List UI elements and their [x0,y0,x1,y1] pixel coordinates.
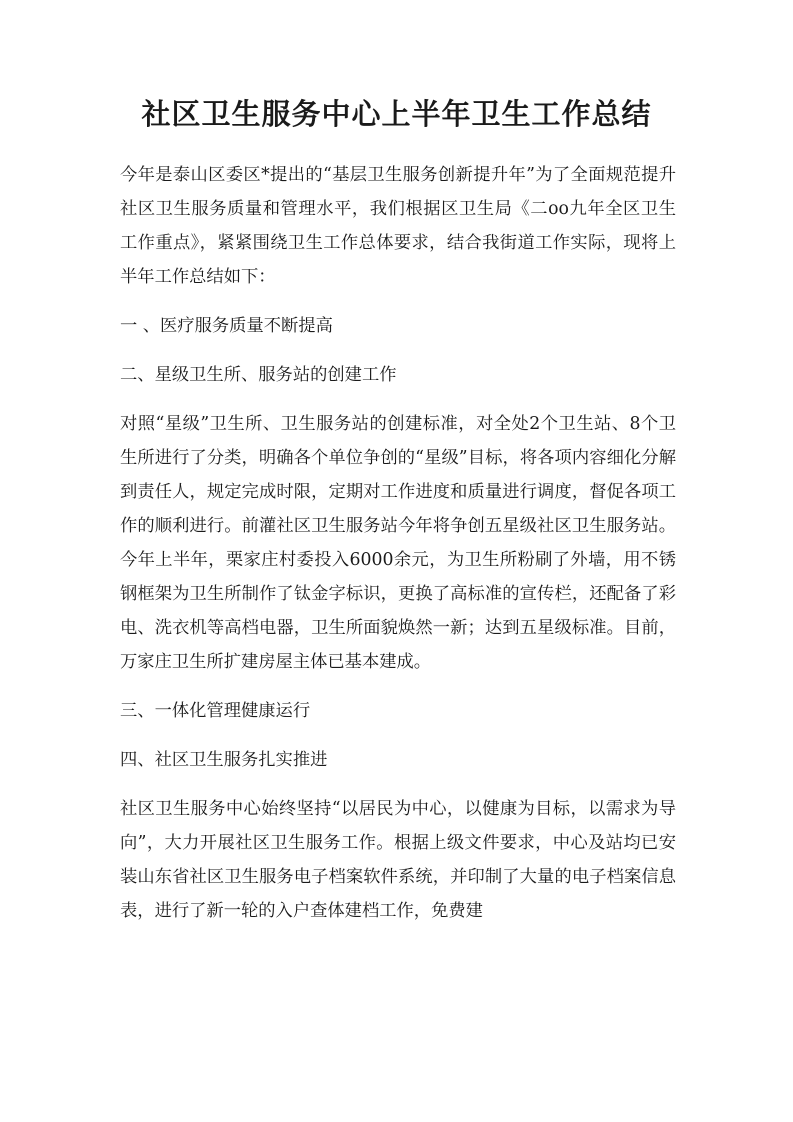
document-body [120,158,676,943]
section-4-paragraph: 社区卫生服务中心始终坚持“以居民为中心，以健康为目标，以需求为导向”，大力开展社区卫生服务工作。根据上级文件要求，中心及站均已安装山东省社区卫生服务电子档案软件系统，并印制了大量的电子档案信息表，进行了新一轮的入户查体建档工作，免费建 [120,799,676,921]
section-3-heading: 三、一体化管理健康运行 [120,701,311,721]
section-1-heading: 一 、医疗服务质量不断提高 [120,316,333,336]
section-2-heading: 二、星级卫生所、服务站的创建工作 [120,365,397,385]
section-2-paragraph: 对照“星级”卫生所、卫生服务站的创建标准，对全处2个卫生站、8个卫生所进行了分类，明确各个单位争创的“星级”目标，将各项内容细化分解到责任人，规定完成时限，定期对工作进度和质量进行调度，督促各项工作的顺利进行。前灌社区卫生服务站今年将争创五星级社区卫生服务站。今年上半年，栗家庄村委投入6000余元，为卫生所粉刷了外墙，用不锈钢框架为卫生所制作了钛金字标识，更换了高标准的宣传栏，还配备了彩电、洗衣机等高档电器，卫生所面貌焕然一新；达到五星级标准。目前，万家庄卫生所扩建房屋主体已基本建成。 [120,414,676,672]
document-title: 社区卫生服务中心上半年卫生工作总结 [141,97,652,131]
section-4-heading: 四、社区卫生服务扎实推进 [120,750,328,770]
intro-paragraph: 今年是泰山区委区*提出的“基层卫生服务创新提升年”为了全面规范提升社区卫生服务质量和管理水平，我们根据区卫生局《二oo九年全区卫生工作重点》，紧紧围绕卫生工作总体要求，结合我街道工作实际，现将上半年工作总结如下： [120,165,676,287]
